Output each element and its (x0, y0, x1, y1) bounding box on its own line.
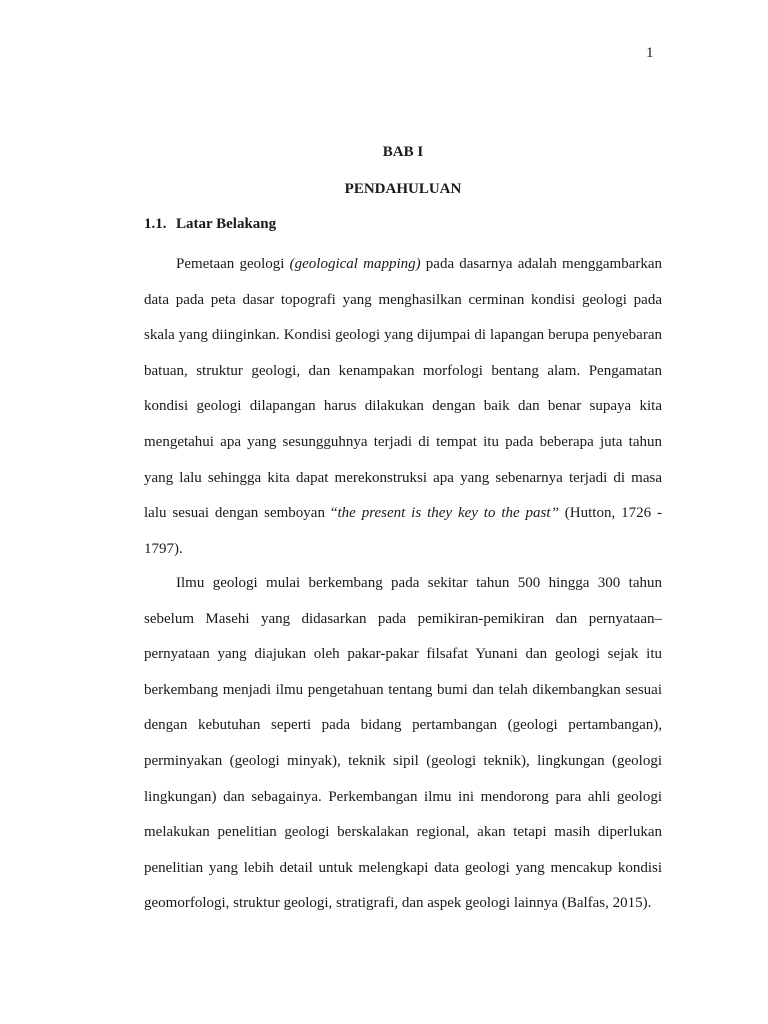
text-line: yang lalu sehingga kita dapat merekonstruksi apa yang sebenarnya terjadi di masa (144, 469, 662, 486)
text-fragment: pada dasarnya adalah menggambarkan (420, 256, 662, 272)
section-number: 1.1. (144, 216, 167, 232)
text-line: penelitian yang lebih detail untuk melengkapi data geologi yang mencakup kondisi (144, 859, 662, 876)
text-line: berkembang menjadi ilmu pengetahuan tentang bumi dan telah dikembangkan sesuai (144, 681, 662, 698)
text-line: Ilmu geologi mulai berkembang pada sekitar tahun 500 hingga 300 tahun (176, 575, 662, 591)
text-fragment: Pemetaan geologi (176, 256, 290, 272)
italic-term: the present is they key to the past” (337, 505, 559, 522)
chapter-subtitle: PENDAHULUAN (344, 181, 462, 197)
text-line (144, 247, 662, 283)
text-line: dengan kebutuhan seperti pada bidang pertambangan (geologi pertambangan), (144, 717, 662, 734)
text-line (144, 496, 662, 532)
section-heading (144, 216, 276, 233)
paragraph-2 (144, 566, 662, 922)
text-line: skala yang diinginkan. Kondisi geologi yang dijumpai di lapangan berupa penyebaran (144, 327, 662, 344)
text-line: mengetahui apa yang sesungguhnya terjadi di tempat itu pada beberapa juta tahun (144, 433, 662, 450)
page-number: 1 (646, 45, 654, 61)
text-line: pernyataan yang diajukan oleh pakar-pakar filsafat Yunani dan geologi sejak itu (144, 646, 662, 663)
text-line: batuan, struktur geologi, dan kenampakan morfologi bentang alam. Pengamatan (144, 362, 662, 379)
text-line: perminyakan (geologi minyak), teknik sipil (geologi teknik), lingkungan (geologi (144, 752, 662, 769)
paragraph-1 (144, 247, 662, 567)
text-line: melakukan penelitian geologi berskalakan regional, akan tetapi masih diperlukan (144, 824, 662, 841)
text-fragment: lalu sesuai dengan semboyan “ (144, 505, 338, 522)
chapter-title: BAB I (382, 144, 424, 160)
text-line: data pada peta dasar topografi yang menghasilkan cerminan kondisi geologi pada (144, 291, 662, 308)
text-line: 1797). (144, 540, 183, 557)
text-line: geomorfologi, struktur geologi, stratigrafi, dan aspek geologi lainnya (Balfas, 2015). (144, 895, 652, 912)
text-line: kondisi geologi dilapangan harus dilakukan dengan baik dan benar supaya kita (144, 398, 662, 415)
text-line: lingkungan) dan sebagainya. Perkembangan ilmu ini mendorong para ahli geologi (144, 788, 662, 805)
section-title: Latar Belakang (176, 216, 277, 232)
italic-term: (geological mapping) (289, 256, 421, 272)
text-fragment: (Hutton, 1726 - (558, 505, 662, 522)
text-line: sebelum Masehi yang didasarkan pada pemikiran-pemikiran dan pernyataan– (144, 610, 662, 627)
